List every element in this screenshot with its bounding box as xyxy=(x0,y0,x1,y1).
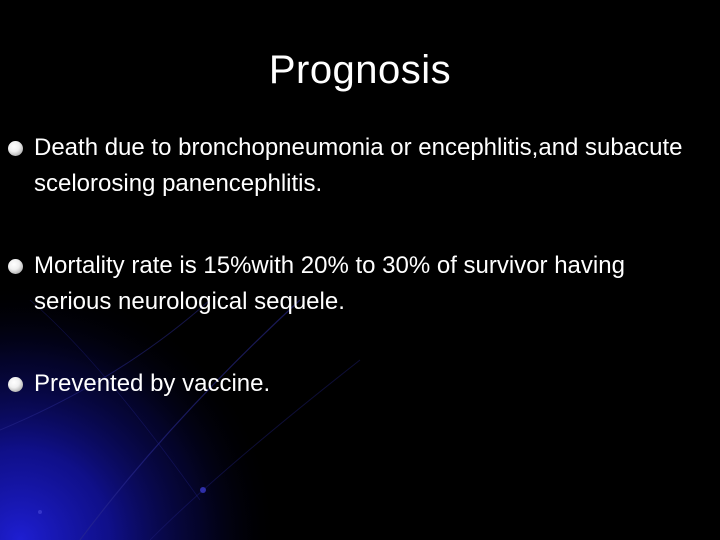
bullet-text: Death due to bronchopneumonia or encephlitis,and subacute scelorosing panencephlitis. xyxy=(34,134,683,197)
bullet-item xyxy=(8,130,708,202)
bullet-icon xyxy=(8,141,23,156)
bullet-item xyxy=(8,366,708,402)
slide-title: Prognosis xyxy=(268,48,452,92)
bullet-text: Prevented by vaccine. xyxy=(34,370,271,397)
bullet-text: Mortality rate is 15%with 20% to 30% of survivor having serious neurological sequele. xyxy=(34,252,625,315)
bullet-icon xyxy=(8,377,23,392)
bullet-list xyxy=(8,130,708,448)
bullet-icon xyxy=(8,259,23,274)
bullet-item xyxy=(8,248,708,320)
